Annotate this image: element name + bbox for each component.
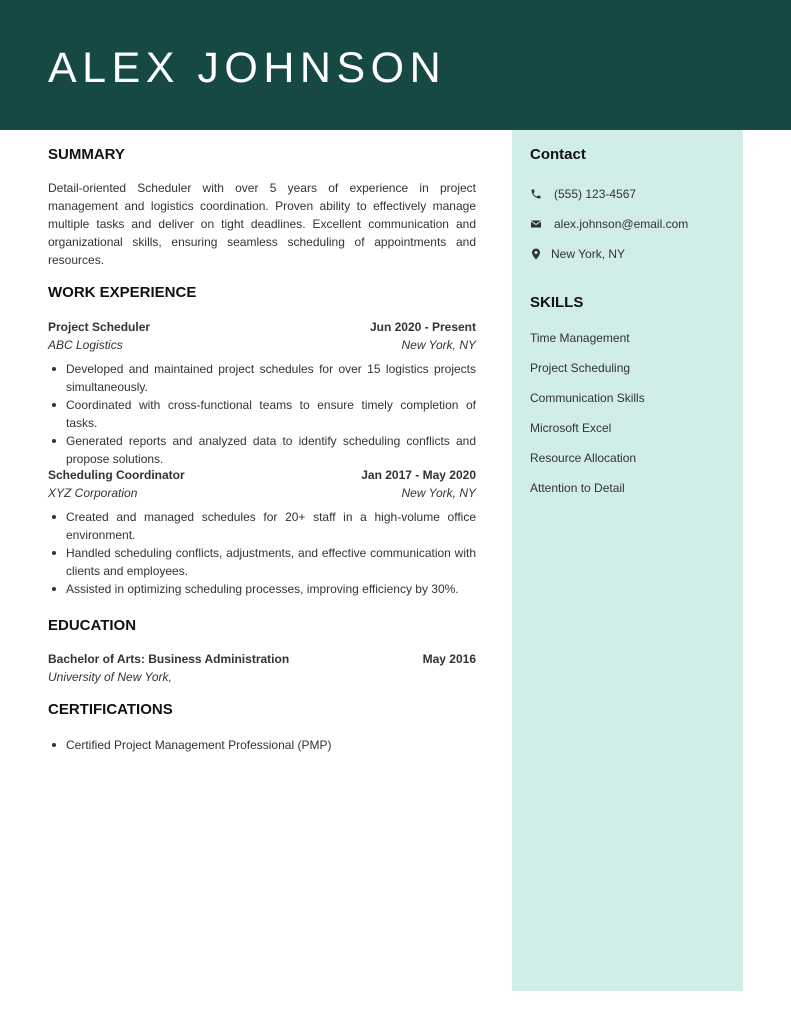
list-item: Handled scheduling conflicts, adjustments, and effective communication with clients and employees. (48, 544, 476, 580)
job-location: New York, NY (401, 338, 476, 352)
contact-location (530, 245, 730, 263)
envelope-icon (530, 218, 542, 230)
skill-item: Project Scheduling (530, 361, 631, 375)
job-bullets (48, 360, 476, 468)
job-company-row (48, 484, 476, 502)
list-item: Assisted in optimizing scheduling processes, improving efficiency by 30%. (48, 580, 476, 598)
email-text[interactable]: alex.johnson@email.com (554, 217, 689, 231)
contact-title: Contact (530, 146, 586, 163)
sidebar (512, 130, 743, 991)
job-bullets (48, 508, 476, 598)
certifications-title: CERTIFICATIONS (48, 701, 173, 718)
list-item: Developed and maintained project schedules for over 15 logistics projects simultaneously. (48, 360, 476, 396)
job-role: Project Scheduler (48, 320, 151, 334)
job-location: New York, NY (401, 486, 476, 500)
job-company-row (48, 336, 476, 354)
job-role: Scheduling Coordinator (48, 468, 185, 482)
skill-item: Communication Skills (530, 391, 645, 405)
education-title: EDUCATION (48, 617, 137, 634)
education-school-row (48, 668, 476, 686)
job-header (48, 466, 476, 484)
job-dates: Jun 2020 - Present (369, 320, 476, 334)
phone-text: (555) 123-4567 (554, 187, 637, 201)
skill-item: Attention to Detail (530, 481, 625, 495)
certification-list (48, 736, 476, 754)
job-company: XYZ Corporation (48, 486, 138, 500)
contact-phone (530, 185, 730, 203)
job-company: ABC Logistics (48, 338, 123, 352)
summary-text: Detail-oriented Scheduler with over 5 years of experience in project management and logistics coordination. Proven ability to effectively manage multiple tasks and deliver on tight deadlines. Excellent communication and organizational skills, ensuring seamless scheduling of appointments and resources. (48, 181, 476, 267)
summary-title: SUMMARY (48, 146, 125, 163)
education-date: May 2016 (422, 652, 476, 666)
list-item: Generated reports and analyzed data to identify scheduling conflicts and propose solutions. (48, 432, 476, 468)
skill-item: Time Management (530, 331, 630, 345)
skill-item: Microsoft Excel (530, 421, 612, 435)
list-item: Coordinated with cross-functional teams to ensure timely completion of tasks. (48, 396, 476, 432)
map-pin-icon (530, 248, 542, 260)
phone-icon (530, 188, 542, 200)
education-header (48, 650, 476, 668)
experience-title: WORK EXPERIENCE (48, 284, 197, 301)
list-item: Created and managed schedules for 20+ staff in a high-volume office environment. (48, 508, 476, 544)
job-header (48, 318, 476, 336)
list-item: Certified Project Management Professional (PMP) (48, 736, 476, 754)
job-dates: Jan 2017 - May 2020 (361, 468, 476, 482)
candidate-name: ALEX JOHNSON (48, 44, 447, 92)
school: University of New York, (48, 670, 172, 684)
contact-email (530, 215, 730, 233)
resume-header (0, 0, 791, 130)
skill-item: Resource Allocation (530, 451, 637, 465)
skills-title: SKILLS (530, 294, 584, 311)
degree: Bachelor of Arts: Business Administration (48, 652, 290, 666)
location-text: New York, NY (551, 247, 626, 261)
